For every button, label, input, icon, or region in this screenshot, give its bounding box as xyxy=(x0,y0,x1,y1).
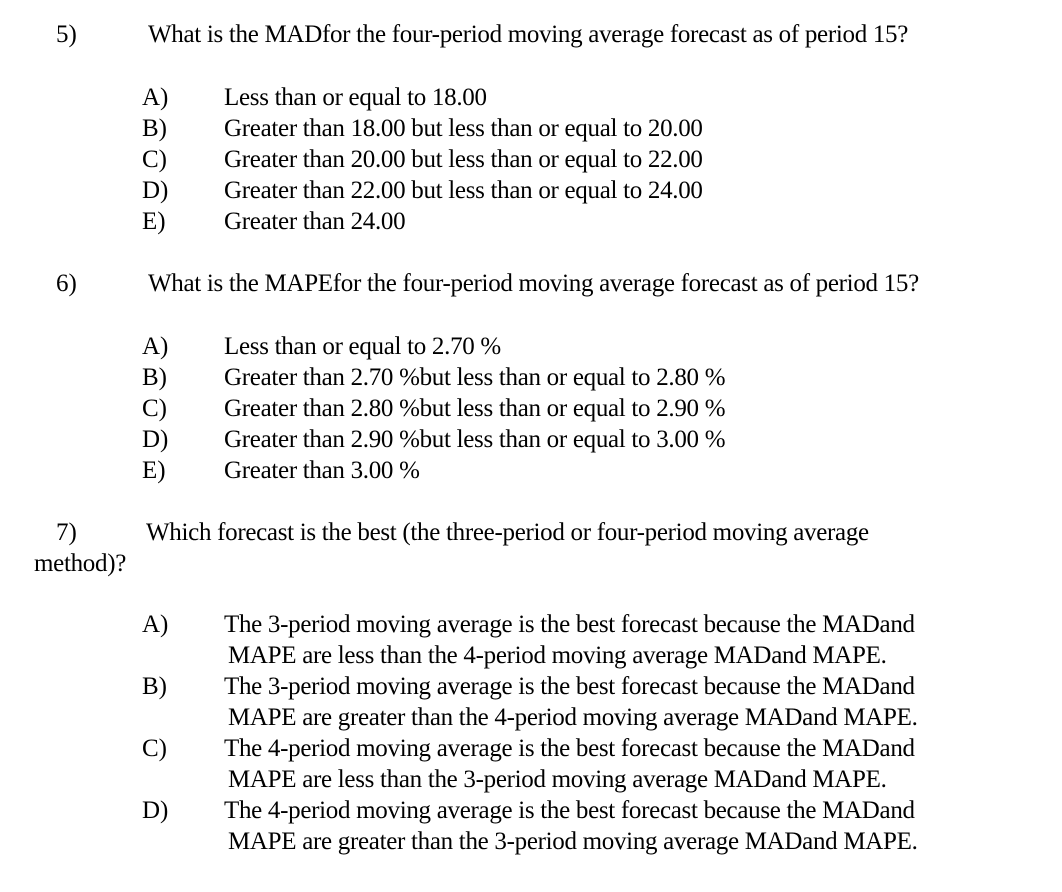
question-5-options xyxy=(0,82,1062,237)
option-text: Less than or equal to 2.70 % xyxy=(224,333,501,360)
option-letter: E) xyxy=(142,457,166,484)
question-7-options xyxy=(0,609,1062,857)
option-text: Greater than 22.00 but less than or equal to 24.00 xyxy=(224,177,703,204)
answer-option[interactable] xyxy=(0,733,1062,795)
option-letter: C) xyxy=(142,735,167,762)
question-number: 6) xyxy=(56,270,77,297)
answer-option[interactable] xyxy=(0,795,1062,857)
option-letter: C) xyxy=(142,146,167,173)
answer-option[interactable] xyxy=(0,671,1062,733)
option-text: Less than or equal to 18.00 xyxy=(224,84,487,111)
answer-option[interactable] xyxy=(0,362,1062,393)
answer-option[interactable] xyxy=(0,609,1062,671)
question-text: Which forecast is the best (the three-period or four-period moving average xyxy=(146,519,869,546)
question-text: What is the MAPEfor the four-period moving average forecast as of period 15? xyxy=(148,270,919,297)
question-number: 7) xyxy=(56,519,77,546)
option-text: Greater than 18.00 but less than or equal to 20.00 xyxy=(224,115,703,142)
option-text-continued: MAPE are less than the 3-period moving average MADand MAPE. xyxy=(228,766,887,793)
answer-option[interactable] xyxy=(0,424,1062,455)
option-letter: B) xyxy=(142,364,167,391)
question-text-continued: method)? xyxy=(34,550,127,577)
option-letter: D) xyxy=(142,797,169,824)
option-text: Greater than 24.00 xyxy=(224,208,406,235)
option-letter: A) xyxy=(142,611,169,638)
option-letter: B) xyxy=(142,673,167,700)
option-text: The 3-period moving average is the best forecast because the MADand xyxy=(224,611,915,638)
option-text-continued: MAPE are greater than the 4-period moving average MADand MAPE. xyxy=(228,704,918,731)
option-letter: B) xyxy=(142,115,167,142)
option-text: Greater than 3.00 % xyxy=(224,457,420,484)
option-text: Greater than 2.80 %but less than or equal to 2.90 % xyxy=(224,395,726,422)
answer-option[interactable] xyxy=(0,393,1062,424)
option-letter: A) xyxy=(142,84,169,111)
answer-option[interactable] xyxy=(0,144,1062,175)
answer-option[interactable] xyxy=(0,82,1062,113)
option-text: Greater than 2.90 %but less than or equal to 3.00 % xyxy=(224,426,726,453)
option-text: The 4-period moving average is the best forecast because the MADand xyxy=(224,735,915,762)
option-text-continued: MAPE are less than the 4-period moving average MADand MAPE. xyxy=(228,642,887,669)
option-text: The 3-period moving average is the best forecast because the MADand xyxy=(224,673,915,700)
answer-option[interactable] xyxy=(0,331,1062,362)
question-text: What is the MADfor the four-period moving average forecast as of period 15? xyxy=(148,21,909,48)
answer-option[interactable] xyxy=(0,206,1062,237)
answer-option[interactable] xyxy=(0,455,1062,486)
option-text-continued: MAPE are greater than the 3-period moving average MADand MAPE. xyxy=(228,828,918,855)
option-letter: E) xyxy=(142,208,166,235)
answer-option[interactable] xyxy=(0,113,1062,144)
question-number: 5) xyxy=(56,21,77,48)
answer-option[interactable] xyxy=(0,175,1062,206)
option-letter: D) xyxy=(142,177,169,204)
option-letter: D) xyxy=(142,426,169,453)
option-text: The 4-period moving average is the best forecast because the MADand xyxy=(224,797,915,824)
option-letter: C) xyxy=(142,395,167,422)
option-text: Greater than 2.70 %but less than or equal to 2.80 % xyxy=(224,364,726,391)
option-text: Greater than 20.00 but less than or equal to 22.00 xyxy=(224,146,703,173)
question-6-options xyxy=(0,331,1062,486)
option-letter: A) xyxy=(142,333,169,360)
